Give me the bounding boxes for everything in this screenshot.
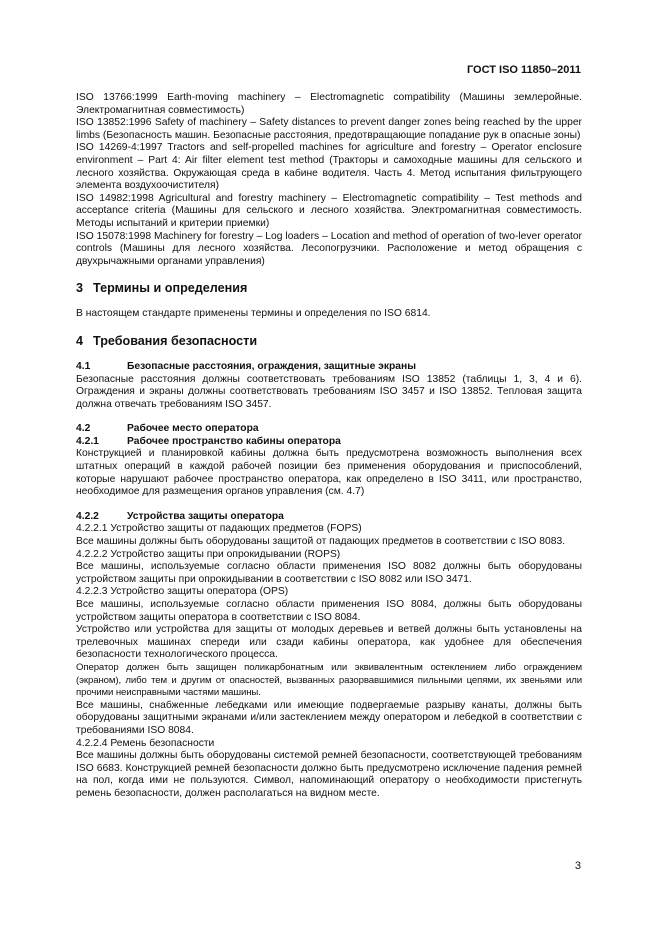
subsection-title: Устройства защиты оператора (127, 510, 284, 522)
subsection-4-2-2-heading (76, 511, 582, 524)
clause-rops-text: Все машины, используемые согласно области применения ISO 8082 должны быть оборудованы устройством защиты при опрокидывании в соответствии с ISO 8082 или ISO 3471. (76, 561, 582, 585)
reference-item (76, 117, 582, 142)
subsection-title: Рабочее пространство кабины оператора (127, 435, 341, 447)
reference-text: ISO 13852:1996 Safety of machinery – Safety distances to prevent danger zones being reached by the upper limbs (Безопасность машин. Безопасные расстояния, предотвращающие попадание рук в опасные зоны) (76, 117, 582, 141)
reference-text: ISO 14982:1998 Agricultural and forestry machinery – Electromagnetic compatibility – Test methods and acceptance criteria (Машины для сельского и лесного хозяйства. Электромагнитная совместимость. Методы испытаний и критерии приемки) (76, 192, 582, 229)
section-title: Требования безопасности (93, 333, 258, 348)
page-content (76, 92, 582, 801)
clause-fops-text: Все машины должны быть оборудованы защитой от падающих предметов в соответствии с ISO 8083. (76, 536, 566, 548)
reference-item (76, 193, 582, 231)
section-number: 4 (76, 333, 84, 348)
reference-text: ISO 13766:1999 Earth-moving machinery – Electromagnetic compatibility (Машины землеройные. Электромагнитная совместимость) (76, 92, 582, 116)
subsection-number: 4.2 (76, 423, 91, 435)
section-title: Термины и определения (93, 281, 248, 296)
clause-rops-title: 4.2.2.2 Устройство защиты при опрокидывании (ROPS) (76, 548, 341, 560)
page-number: 3 (574, 860, 581, 872)
section-3-text: В настоящем стандарте применены термины и определения по ISO 6814. (76, 308, 431, 320)
subsection-number: 4.2.1 (76, 435, 99, 447)
reference-text: ISO 15078:1998 Machinery for forestry – Log loaders – Location and method of operation of two-lever operator controls (Машины для лесного хозяйства. Лесопогрузчики. Расположение и метод обращения с двухрычажными органами управления) (76, 230, 582, 267)
clause-ops-text: Все машины, используемые согласно области применения ISO 8084, должны быть оборудованы устройством защиты оператора в соответствии с ISO 8084. (76, 599, 582, 623)
reference-item (76, 142, 582, 192)
reference-list (76, 92, 582, 268)
clause-belt-title: 4.2.2.4 Ремень безопасности (76, 737, 215, 749)
section-number: 3 (76, 281, 84, 296)
clause-ops-title: 4.2.2.3 Устройство защиты оператора (OPS) (76, 586, 289, 598)
reference-item (76, 231, 582, 269)
subsection-title: Рабочее место оператора (127, 423, 259, 435)
section-4-heading (76, 333, 582, 349)
clause-ops-text: Устройство или устройства для защиты от молодых деревьев и ветвей должны быть установлены на трелевочных машинах спереди или сзади кабины оператора, как удобнее для обеспечения безопасности технологического процесса. (76, 624, 582, 661)
clause-fops-title: 4.2.2.1 Устройство защиты от падающих предметов (FOPS) (76, 523, 362, 535)
subsection-4-2-heading (76, 423, 582, 436)
clause-belt-text: Все машины должны быть оборудованы системой ремней безопасности, соответствующей требованиям ISO 6683. Конструкцией ремней безопасности должно быть предусмотрено исключение падения ремней на пол, когда ими не пользуются. Символ, напоминающий оператору о необходимости пристегнуть ремень безопасности, должен располагаться на видном месте. (76, 750, 582, 799)
section-3-heading (76, 280, 582, 296)
subsection-4-1-heading (76, 361, 582, 374)
clause-ops-text: Оператор должен быть защищен поликарбонатным или эквивалентным остеклением либо ограждением (экраном), либо тем и другим от опасностей, вызванных разорвавшимися пильными цепями, их звеньями или прочими неисправными частями машины. (76, 661, 582, 699)
subsection-4-1-text: Безопасные расстояния должны соответствовать требованиям ISO 13852 (таблицы 1, 3, 4 и 6). Ограждения и экраны должны соответствовать требованиям ISO 3457 и ISO 13852. Тепловая защита должна отвечать требованиям ISO 3457. (76, 373, 582, 410)
reference-text: ISO 14269-4:1997 Tractors and self-propelled machines for agriculture and forestry – Operator enclosure environment – Part 4: Air filter element test method (Тракторы и самоходные машины для сельского и лесного хозяйства. Окружающая среда в кабине водителя. Часть 4. Метод испытания фильтрующего элемента воздухоочистителя) (76, 142, 582, 192)
subsection-4-2-1-text: Конструкцией и планировкой кабины должна быть предусмотрена возможность выполнения всех штатных операций в каждой рабочей позиции без применения оборудования и приспособлений, которые нарушают рабочее пространство оператора, как определено в ISO 3411, или пространство, необходимое для размещения органов управления (см. 4.7) (76, 448, 582, 498)
subsection-4-2-1-heading (76, 436, 582, 449)
reference-item (76, 92, 582, 117)
subsection-number: 4.2.2 (76, 510, 99, 522)
clause-ops-text: Все машины, снабженные лебедками или имеющие подвергаемые разрыву канаты, должны быть оборудованы защитными экранами и/или застеклением между оператором и лебедкой в соответствии с требованиями ISO 8084. (76, 699, 582, 736)
subsection-number: 4.1 (76, 360, 91, 372)
subsection-title: Безопасные расстояния, ограждения, защитные экраны (127, 360, 417, 372)
document-header: ГОСТ ISO 11850–2011 (466, 64, 581, 76)
